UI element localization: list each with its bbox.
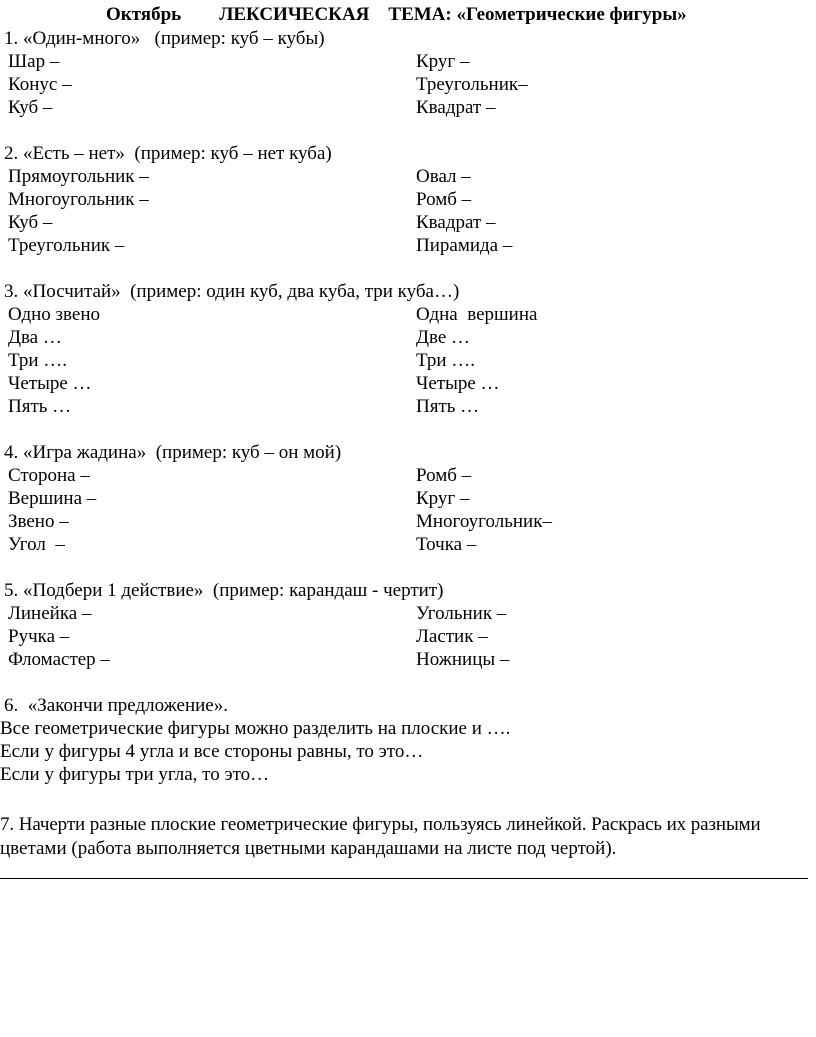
section-3-item-right: Четыре … — [416, 373, 500, 394]
section-3-item-left: Три …. — [8, 350, 68, 371]
section-3-item-left: Два … — [8, 327, 62, 348]
section-2-item-right: Овал – — [416, 166, 471, 187]
section-3-item-left: Четыре … — [8, 373, 92, 394]
section-6-sentence: Если у фигуры 4 угла и все стороны равны, то это… — [0, 741, 424, 762]
section-6-sentence: Все геометрические фигуры можно разделить на плоские и …. — [0, 718, 511, 739]
section-7-text-line: 7. Начерти разные плоские геометрические фигуры, пользуясь линейкой. Раскрась их разными — [0, 814, 761, 835]
section-2-item-right: Пирамида – — [416, 235, 513, 256]
section-3-item-left: Одно звено — [8, 304, 101, 325]
section-1-heading: 1. «Один-много» (пример: куб – кубы) — [4, 28, 325, 49]
section-3-item-right: Три …. — [416, 350, 476, 371]
section-4-item-left: Звено – — [8, 511, 69, 532]
section-3-item-right: Пять … — [416, 396, 480, 417]
section-5-item-right: Ластик – — [416, 626, 488, 647]
section-6-sentence: Если у фигуры три угла, то это… — [0, 764, 270, 785]
section-4-item-right: Многоугольник– — [416, 511, 552, 532]
section-2-item-right: Квадрат – — [416, 212, 496, 233]
section-4-item-right: Ромб – — [416, 465, 472, 486]
divider-line — [0, 878, 808, 879]
title-month: Октябрь — [106, 4, 182, 25]
section-1-item-right: Треугольник– — [416, 74, 528, 95]
section-2-item-left: Треугольник – — [8, 235, 125, 256]
section-5-item-left: Линейка – — [8, 603, 92, 624]
section-2-item-left: Прямоугольник – — [8, 166, 149, 187]
section-1-item-right: Круг – — [416, 51, 470, 72]
section-4-item-left: Вершина – — [8, 488, 97, 509]
section-5-item-right: Ножницы – — [416, 649, 510, 670]
section-3-heading: 3. «Посчитай» (пример: один куб, два куба, три куба…) — [4, 281, 460, 302]
section-3-item-right: Две … — [416, 327, 471, 348]
section-3-item-left: Пять … — [8, 396, 72, 417]
section-2-item-left: Куб – — [8, 212, 53, 233]
section-5-item-right: Угольник – — [416, 603, 507, 624]
page-title — [106, 4, 687, 26]
section-4-item-left: Сторона – — [8, 465, 90, 486]
title-topic: ТЕМА: «Геометрические фигуры» — [388, 4, 687, 25]
section-7-text-line: цветами (работа выполняется цветными карандашами на листе под чертой). — [0, 838, 617, 859]
section-1-item-left: Конус – — [8, 74, 72, 95]
section-4-heading: 4. «Игра жадина» (пример: куб – он мой) — [4, 442, 342, 463]
section-4-item-right: Круг – — [416, 488, 470, 509]
section-6-heading: 6. «Закончи предложение». — [4, 695, 228, 716]
section-4-item-left: Угол – — [8, 534, 65, 555]
section-1-item-left: Шар – — [8, 51, 60, 72]
section-2-item-left: Многоугольник – — [8, 189, 149, 210]
section-5-item-left: Фломастер – — [8, 649, 110, 670]
section-1-item-left: Куб – — [8, 97, 53, 118]
section-2-item-right: Ромб – — [416, 189, 472, 210]
section-5-heading: 5. «Подбери 1 действие» (пример: карандаш - чертит) — [4, 580, 444, 601]
section-2-heading: 2. «Есть – нет» (пример: куб – нет куба) — [4, 143, 332, 164]
section-3-item-right: Одна вершина — [416, 304, 538, 325]
section-1-item-right: Квадрат – — [416, 97, 496, 118]
section-5-item-left: Ручка – — [8, 626, 70, 647]
section-4-item-right: Точка – — [416, 534, 477, 555]
title-lexical: ЛЕКСИЧЕСКАЯ — [219, 4, 370, 25]
